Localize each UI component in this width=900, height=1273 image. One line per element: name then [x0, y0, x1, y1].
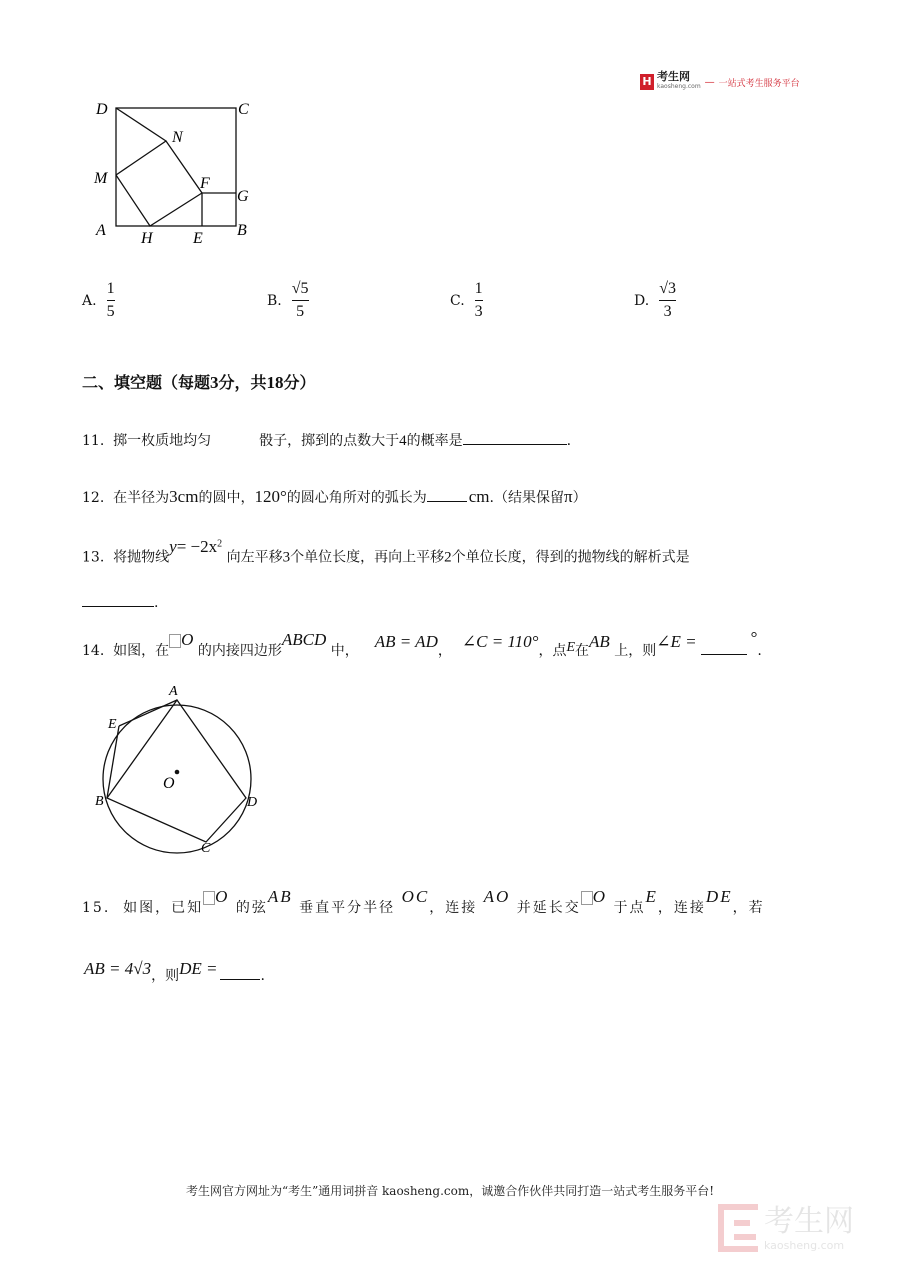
q11-answer-blank[interactable] — [463, 430, 567, 445]
center-point-o — [175, 770, 180, 775]
watermark — [718, 1204, 854, 1252]
label-c: C — [238, 101, 249, 118]
option-a-fraction: $\frac{1}{5}$ — [106, 280, 115, 320]
label-g: G — [237, 188, 249, 205]
option-b-fraction: $\frac{√5}{5}$ — [291, 280, 309, 320]
question-11: 11. 掷一枚质地均匀 骰子，掷到的点数大于4的概率是 . — [82, 430, 571, 450]
label-m: M — [94, 170, 108, 187]
label-f: F — [200, 175, 210, 192]
section-2-heading: 二、填空题（每题3分，共18分） — [82, 373, 316, 392]
segment-eb — [107, 726, 119, 798]
label-h: H — [141, 230, 153, 247]
question-13: 13. 将抛物线$y= -2x^2$ 向左平移3个单位长度，再向上平移2个单位长度，得到的抛物线的解析式是 — [82, 536, 690, 566]
label-d: D — [247, 795, 258, 810]
segment-dn — [116, 108, 166, 141]
watermark-text: 考生网 — [764, 1203, 854, 1239]
q15-answer-blank[interactable] — [220, 965, 260, 980]
label-a: A — [169, 684, 178, 699]
label-n: N — [172, 129, 183, 146]
circle-o — [103, 705, 251, 853]
option-a-letter: A. — [82, 292, 97, 309]
q14-answer-blank[interactable] — [701, 640, 747, 655]
watermark-subtext: kaosheng.com — [764, 1238, 845, 1252]
q10-figure — [90, 95, 270, 255]
option-d[interactable] — [634, 280, 676, 321]
label-b: B — [95, 794, 104, 809]
question-15: 15. 如图，已知O 的弦AB 垂直平分半径 OC，连接 AO 并延长交O 于点E，连接DE，若 — [82, 887, 765, 916]
logo-divider: — — [704, 76, 715, 88]
option-c-fraction: $\frac{1}{3}$ — [474, 280, 483, 320]
rectangle-mnfh — [116, 141, 202, 226]
option-a[interactable] — [82, 280, 115, 321]
option-b-letter: B. — [267, 292, 282, 309]
logo-icon: H — [640, 74, 654, 90]
footer-text: 考生网官方网址为“考生”通用词拼音 kaosheng.com，诚邀合作伙伴共同打造一站式考生服务平台! — [185, 1184, 715, 1198]
option-c-letter: C. — [450, 292, 465, 309]
question-12: 12. 在半径为3cm的圆中，120°的圆心角所对的弧长为 cm.（结果保留π） — [82, 487, 587, 506]
option-c[interactable] — [450, 280, 483, 321]
option-d-letter: D. — [634, 292, 650, 309]
q13-answer-blank[interactable] — [82, 592, 154, 607]
circle-symbol-icon — [203, 891, 215, 905]
label-o: O — [163, 775, 175, 792]
question-15-line2: AB = 4√3，则DE = . — [84, 959, 265, 984]
logo-subtext: kaosheng.com — [657, 83, 701, 90]
logo-text: 考生网 — [657, 70, 690, 83]
header-logo[interactable] — [640, 72, 800, 92]
q13-answer-line: . — [82, 592, 158, 612]
q14-figure — [90, 680, 270, 860]
label-b: B — [237, 222, 247, 239]
option-d-fraction: $\frac{√3}{3}$ — [659, 280, 676, 320]
question-14: 14. 如图，在O 的内接四边形ABCD 中， AB = AD， ∠C = 110°，点E在AB 上，则∠E = °. — [82, 628, 762, 659]
circle-symbol-icon — [581, 891, 593, 905]
circle-symbol-icon — [169, 634, 181, 648]
square-abcd — [116, 108, 236, 226]
label-e: E — [193, 230, 203, 247]
label-e: E — [108, 717, 117, 732]
header-slogan: 一站式考生服务平台 — [718, 78, 800, 89]
label-d: D — [96, 101, 108, 118]
watermark-logo-icon — [718, 1204, 758, 1252]
q12-answer-blank[interactable] — [427, 487, 467, 502]
label-c: C — [201, 841, 211, 856]
label-a: A — [96, 222, 106, 239]
option-b[interactable] — [267, 280, 309, 321]
